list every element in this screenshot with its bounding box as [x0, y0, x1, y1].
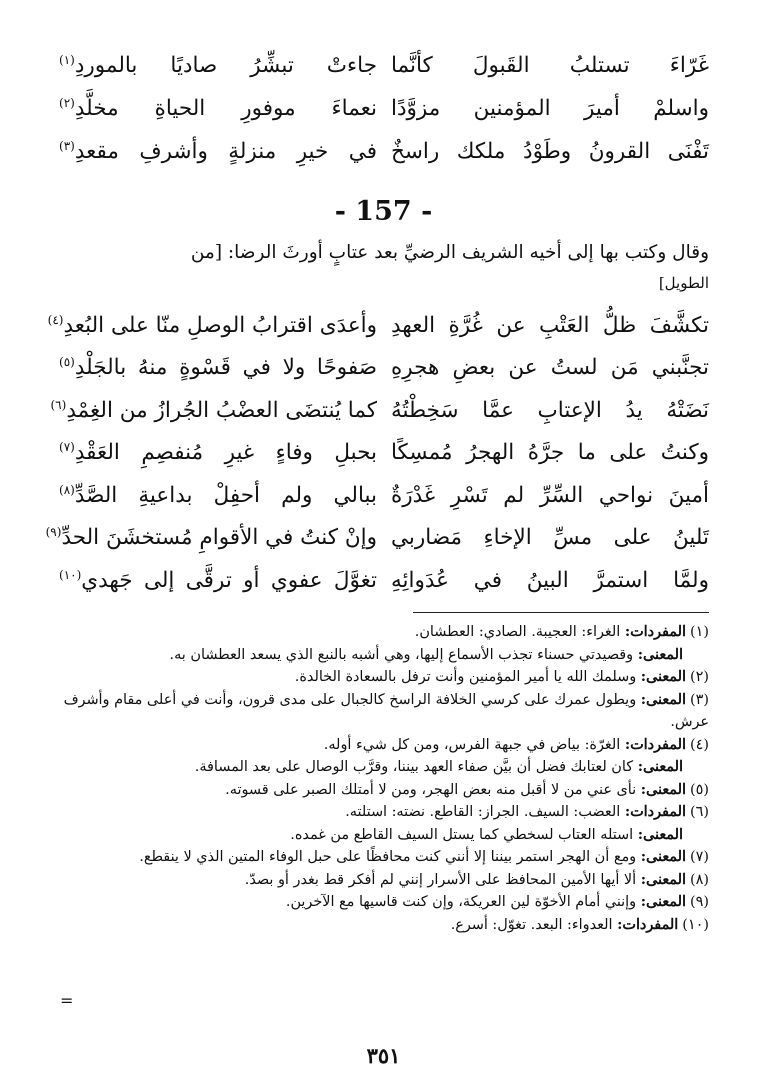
footnote: (١)المفردات: الغراء: العجيبة. الصادي: العطشان. [414, 623, 709, 640]
footnote-separator [413, 612, 709, 613]
footnote-ref[interactable]: (١٠) [59, 567, 82, 582]
verse-line [59, 44, 709, 87]
meter-label: الطويل] [658, 274, 709, 292]
verse-line [59, 432, 709, 475]
second-hemistich: كما يُنتضَى العضْبُ الجُرازُ من الغِمْدِ$^{(٦)}$ [50, 397, 377, 423]
verse-line [59, 559, 709, 602]
second-hemistich: في خيرِ منزلةٍ وأشرفِ مقعدِ$^{(٣)}$ [59, 138, 377, 165]
first-hemistich: ولمَّا استمرَّ البينُ في عُدَوائِهِ [391, 567, 709, 593]
second-hemistich: جاءتْ تبشِّرُ صاديًا بالموردِ$^{(١)}$ [59, 52, 377, 79]
verse-line [59, 474, 709, 517]
footnote: المعنى: كان لعتابك فضل أن بيَّن صفاء العهد بيننا، وقرَّب الوصال على بعد المسافة. [194, 758, 683, 775]
poem-intro [55, 238, 709, 298]
page-number: ٣٥١ [366, 1043, 401, 1068]
footnote: (٢)المعنى: وسلمك الله يا أمير المؤمنين وأنت ترفل بالسعادة الخالدة. [294, 668, 709, 685]
footnote: المعنى: استله العتاب لسخطي كما يستل السيف القاطع من غمده. [290, 825, 683, 843]
first-hemistich: تَلينُ على مسِّ الإخاءِ مَضاربي [391, 525, 709, 551]
intro-text: وقال وكتب بها إلى أخيه الشريف الرضيِّ بعد عتابٍ أورثَ الرضا: [من [190, 242, 709, 263]
footnote-ref[interactable]: (١) [59, 52, 75, 67]
footnote-ref[interactable]: (٢) [59, 95, 75, 110]
verse-line [59, 87, 709, 130]
footnote-ref[interactable]: (٥) [59, 355, 75, 370]
verse-line [59, 130, 709, 173]
second-hemistich: بحبلِ وفاءٍ غيرِ مُنفصِمِ العَقْدِ$^{(٧)}$ [59, 440, 377, 466]
first-hemistich: تَفْنَى القرونُ وطَوْدُ ملكك راسخٌ [391, 139, 709, 164]
first-hemistich: وكنتُ على ما جرَّهُ الهجرُ مُمسِكًا [391, 440, 709, 466]
second-hemistich: صَفوحًا ولا في قَسْوةٍ منهُ بالجَلْدِ$^{(٥)}$ [59, 355, 377, 381]
first-hemistich: واسلمْ أميرَ المؤمنين مزوَّدًا [391, 96, 709, 121]
first-hemistich: تكشَّفَ ظلُّ العَتْبِ عن غُرَّةِ العهدِ [391, 312, 709, 338]
footnote: (٩)المعنى: وإنني أمام الأخوّة لين العريكة، وإن كنت قاسيها مع الآخرين. [285, 893, 709, 910]
footnote: المعنى: وقصيدتي حسناء تجذب الأسماع إليها، وهي أشبه بالنبع الذي يسعد العطشان به. [169, 645, 683, 663]
footnote-ref[interactable]: (٧) [59, 440, 75, 455]
continuation-mark: = [60, 991, 74, 1010]
poem-continuation [59, 44, 709, 173]
footnote-ref[interactable]: (٣) [59, 138, 75, 153]
footnote: (٥)المعنى: نأى عني من لا أقبل منه بعض الهجر، ومن لا أمتلك الصبر على قسوته. [225, 780, 709, 798]
poem-number: - 157 - [334, 196, 433, 227]
footnotes [47, 621, 709, 936]
first-hemistich: غَرّاءَ تستلبُ القَبولَ كأنَّما [391, 53, 709, 78]
first-hemistich: أمينَ نواحي السِّرِّ لم تَسْرِ غَدْرَةٌ [391, 482, 709, 508]
footnote: (١٠)المفردات: العدواء: البعد. تغوّل: أسرع. [450, 915, 709, 933]
second-hemistich: وإنْ كنتُ في الأقوامِ مُستخشَنَ الحدِّ$^{(٩)}$ [45, 525, 377, 551]
footnote-ref[interactable]: (٩) [45, 525, 62, 540]
second-hemistich: نعماءَ موفورِ الحياةِ مخلَّدِ$^{(٢)}$ [59, 95, 377, 122]
verse-line [47, 304, 709, 347]
footnote-ref[interactable]: (٦) [50, 397, 67, 412]
footnote: (٣)المعنى: ويطول عمرك على كرسي الخلافة الراسخ كالجبال على مدى قرون، وأنت في أعلى مقام وأشرف عرش. [63, 690, 709, 730]
second-hemistich: ببالي ولم أحفِلْ بداعيةِ الصَّدِّ$^{(٨)}$ [59, 482, 377, 508]
footnote: (٨)المعنى: ألا أيها الأمين المحافظ على الأسرار إنني لم أفكر قط بغدر أو بصدّ. [244, 870, 709, 888]
footnote-ref[interactable]: (٤) [47, 312, 64, 327]
footnote: (٦)المفردات: العضب: السيف. الجراز: القاطع. نضته: استلته. [345, 803, 709, 820]
first-hemistich: تجنَّبني مَن لستُ عن بعضِ هجرِهِ [391, 355, 709, 381]
verse-line [59, 347, 709, 390]
verse-line [50, 389, 709, 432]
footnote-ref[interactable]: (٨) [59, 482, 75, 497]
footnote: (٧)المعنى: ومع أن الهجر استمر بيننا إلا أنني كنت محافظًا على حبل الوفاء المتين الذي لا ينقطع. [139, 848, 709, 865]
footnote: (٤)المفردات: الغرّة: بياض في جبهة الفرس، ومن كل شيء أوله. [323, 735, 709, 753]
verse-line [45, 517, 709, 560]
second-hemistich: تغوَّلَ عفوي أو ترقَّى إلى جَهدي$^{(١٠)}$ [59, 567, 377, 593]
first-hemistich: نَضَتْهُ يدُ الإعتابِ عمَّا سَخِطْتُهُ [391, 397, 709, 423]
second-hemistich: وأعدَى اقترابُ الوصلِ منّا على البُعدِ$^{(٤)}$ [47, 312, 377, 338]
poem-body [45, 304, 709, 602]
